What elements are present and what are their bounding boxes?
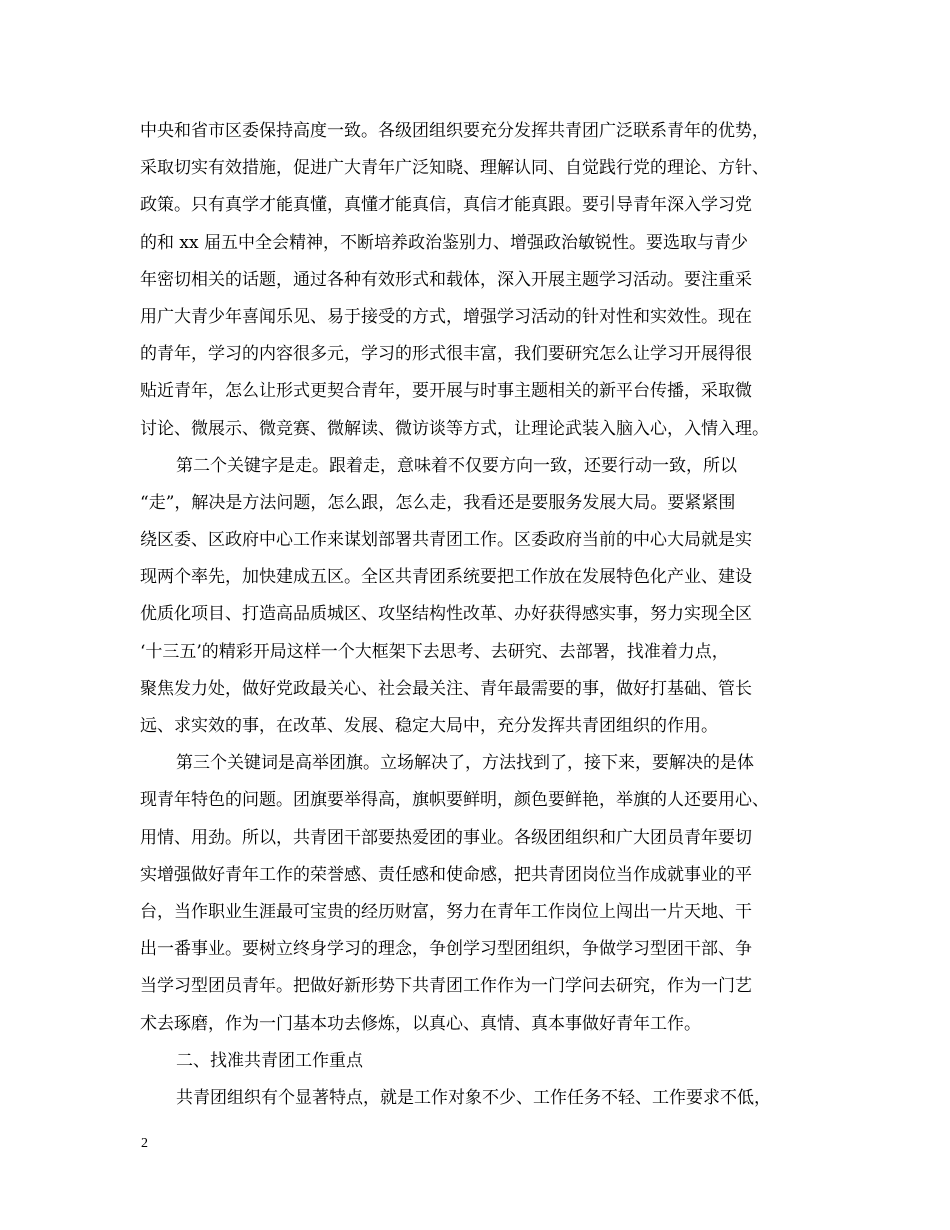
text-line: 台，当作职业生涯最可宝贵的经历财富，努力在青年工作岗位上闯出一片天地、干 (140, 901, 752, 922)
text-line: 中央和省市区委保持高度一致。各级团组织要充分发挥共青团广泛联系青年的优势， (140, 121, 769, 141)
paragraph-start-line: 第二个关键字是走。跟着走，意味着不仅要方向一致，还要行动一致，所以 (176, 455, 737, 476)
text-line: 现两个率先，加快建成五区。全区共青团系统要把工作放在发展特色化产业、建设 (140, 567, 752, 588)
text-line: 年密切相关的话题，通过各种有效形式和载体，深入开展主题学习活动。要注重采 (140, 269, 752, 290)
text-line: 讨论、微展示、微竞赛、微解读、微访谈等方式，让理论武装入脑入心，入情入理。 (140, 418, 769, 439)
text-line: 现青年特色的问题。团旗要举得高，旗帜要鲜明，颜色要鲜艳，举旗的人还要用心、 (140, 790, 769, 811)
page-number: 2 (141, 1136, 148, 1151)
text-line: 出一番事业。要树立终身学习的理念，争创学习型团组织，争做学习型团干部、争 (140, 939, 752, 960)
text-line: 采取切实有效措施，促进广大青年广泛知晓、理解认同、自觉践行党的理论、方针、 (140, 158, 769, 179)
text-line: 术去琢磨，作为一门基本功去修炼，以真心、真情、真本事做好青年工作。 (140, 1013, 701, 1034)
paragraph-start-line: 第三个关键词是高举团旗。立场解决了，方法找到了，接下来，要解决的是体 (176, 753, 754, 774)
text-line: 绕区委、区政府中心工作来谋划部署共青团工作。区委政府当前的中心大局就是实 (140, 530, 752, 551)
text-line: 当学习型团员青年。把做好新形势下共青团工作作为一门学问去研究，作为一门艺 (140, 976, 752, 997)
paragraph-start-line: 二、找准共青团工作重点 (176, 1050, 363, 1071)
text-line: 的青年，学习的内容很多元，学习的形式很丰富，我们要研究怎么让学习开展得很 (140, 344, 752, 365)
text-line: 用情、用劲。所以，共青团干部要热爱团的事业。各级团组织和广大团员青年要切 (140, 827, 752, 848)
text-line: 的和 xx 届五中全会精神，不断培养政治鉴别力、增强政治敏锐性。要选取与青少 (140, 232, 748, 253)
text-line: 实增强做好青年工作的荣誉感、责任感和使命感，把共青团岗位当作成就事业的平 (140, 864, 752, 885)
text-line: 政策。只有真学才能真懂，真懂才能真信，真信才能真跟。要引导青年深入学习党 (140, 195, 752, 216)
text-line: 优质化项目、打造高品质城区、攻坚结构性改革、办好获得感实事，努力实现全区 (140, 604, 752, 625)
text-line: “走”，解决是方法问题，怎么跟，怎么走，我看还是要服务发展大局。要紧紧围 (140, 492, 736, 513)
text-line: 贴近青年，怎么让形式更契合青年，要开展与时事主题相关的新平台传播，采取微 (140, 381, 752, 402)
text-line: 聚焦发力处，做好党政最关心、社会最关注、青年最需要的事，做好打基础、管长 (140, 678, 752, 699)
text-line: ‘十三五’的精彩开局这样一个大框架下去思考、去研究、去部署，找准着力点， (140, 641, 729, 662)
text-line: 用广大青少年喜闻乐见、易于接受的方式，增强学习活动的针对性和实效性。现在 (140, 306, 752, 327)
body-text (140, 113, 830, 1117)
paragraph-start-line: 共青团组织有个显著特点，就是工作对象不少、工作任务不轻、工作要求不低， (176, 1087, 771, 1108)
text-line: 远、求实效的事，在改革、发展、稳定大局中，充分发挥共青团组织的作用。 (140, 716, 718, 736)
